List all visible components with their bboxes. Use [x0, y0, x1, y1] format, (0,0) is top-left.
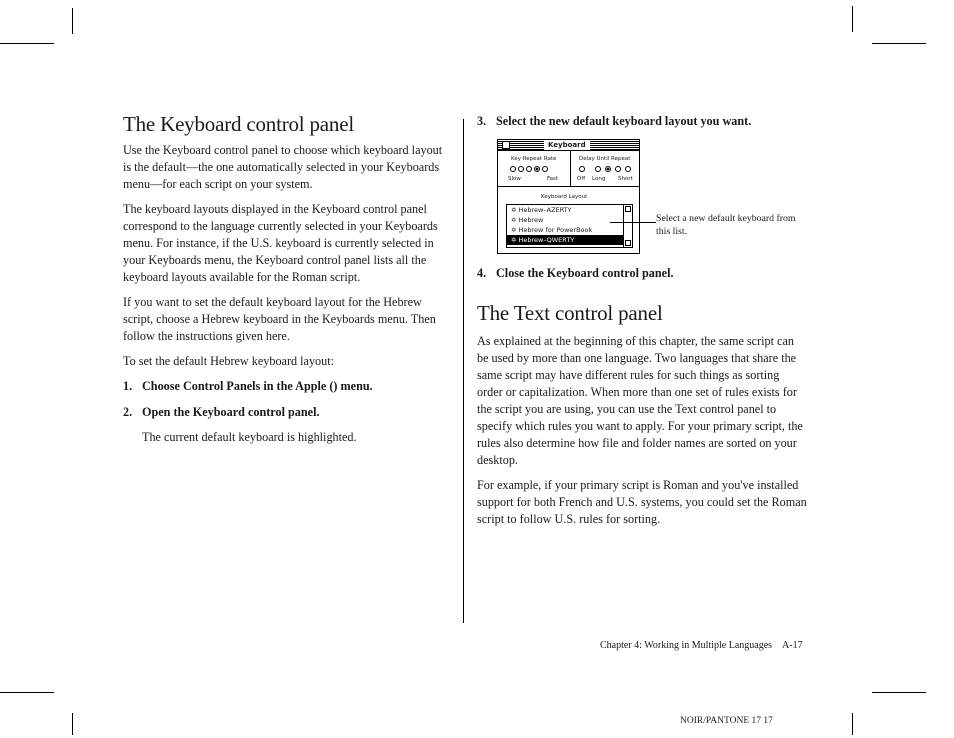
section-heading-keyboard: The Keyboard control panel: [123, 112, 354, 136]
keyboard-layout-label: Hebrew–QWERTY: [518, 236, 575, 244]
step-2: [123, 404, 448, 421]
step-text: Select the new default keyboard layout you want.: [496, 114, 752, 128]
repeat-settings-row: [498, 151, 639, 187]
key-repeat-radio[interactable]: [510, 166, 516, 172]
long-label: Long: [592, 176, 606, 182]
printer-slug: NOIR/PANTONE 17 17: [680, 716, 773, 726]
delay-radio-group: [579, 166, 631, 172]
short-label: Short: [618, 176, 633, 182]
divider: [570, 151, 571, 186]
step-number: 3.: [477, 114, 487, 128]
step-1: [123, 378, 448, 395]
step-number: 4.: [477, 266, 487, 280]
paragraph: Use the Keyboard control panel to choose which keyboard layout is the default—the one automatically selected in your Keyboards menu—for each script on your system.: [123, 143, 443, 191]
step-number: 2.: [123, 405, 133, 419]
paragraph: For example, if your primary script is Roman and you've installed support for both French and U.S. systems, you could set the Roman script to follow U.S. rules for sorting.: [477, 478, 807, 526]
keyboard-layout-icon: ✡: [511, 226, 519, 234]
delay-radio[interactable]: [595, 166, 601, 172]
crop-mark: [72, 8, 73, 34]
chapter-title: Chapter 4: Working in Multiple Languages: [600, 640, 773, 651]
scroll-up-arrow-icon[interactable]: [625, 206, 631, 212]
crop-mark: [852, 6, 853, 32]
callout-line: [610, 222, 656, 223]
paragraph: To set the default Hebrew keyboard layout:: [123, 354, 335, 368]
key-repeat-radio[interactable]: [542, 166, 548, 172]
keyboard-layout-item[interactable]: [507, 215, 632, 225]
keyboard-layout-item[interactable]: [507, 225, 632, 235]
step-number: 1.: [123, 379, 133, 393]
scroll-down-arrow-icon[interactable]: [625, 240, 631, 246]
keyboard-layout-label: Keyboard Layout: [541, 194, 588, 200]
off-label: Off: [577, 176, 586, 182]
keyboard-layout-item[interactable]: [507, 205, 632, 215]
list-scrollbar[interactable]: [623, 205, 632, 247]
right-column-body: [477, 333, 807, 536]
step-3: [477, 113, 807, 130]
crop-mark: [0, 43, 54, 44]
column-divider: [463, 119, 464, 623]
keyboard-layout-list[interactable]: [506, 204, 633, 248]
keyboard-layout-label: Hebrew–AZERTY: [518, 206, 572, 214]
delay-label: Delay Until Repeat: [579, 156, 631, 162]
crop-mark: [852, 713, 853, 735]
keyboard-layout-icon: ✡: [511, 206, 519, 214]
keyboard-layout-icon: ✡: [511, 236, 519, 244]
window-title: Keyboard: [544, 140, 590, 150]
section-heading-text: The Text control panel: [477, 301, 663, 325]
keyboard-layout-item[interactable]: [507, 235, 632, 245]
crop-mark: [0, 692, 54, 693]
crop-mark: [872, 692, 926, 693]
crop-mark: [872, 43, 926, 44]
paragraph: As explained at the beginning of this chapter, the same script can be used by more than one language. Two languages that share the same script may have different rules for such things as sorting order or capitalization. When more than one set of rules exists for the script you are using, you can use the Text control panel to specify which rules you want to apply. For your primary script, the rules also determine how file and folder names are sorted on your desktop.: [477, 334, 803, 467]
window-titlebar: [498, 140, 639, 151]
key-repeat-radio[interactable]: [526, 166, 532, 172]
step-text: Close the Keyboard control panel.: [496, 266, 674, 280]
left-column-body: [123, 142, 448, 454]
delay-radio[interactable]: [615, 166, 621, 172]
figure-caption: Select a new default keyboard from this list.: [656, 213, 796, 237]
slow-label: Slow: [508, 176, 521, 182]
step-text: Open the Keyboard control panel.: [142, 405, 320, 419]
step-2-note: The current default keyboard is highlighted.: [142, 430, 357, 444]
paragraph: If you want to set the default keyboard layout for the Hebrew script, choose a Hebrew keyboard in the Keyboards menu. Then follow the instructions given here.: [123, 295, 436, 343]
delay-radio[interactable]: [625, 166, 631, 172]
delay-radio[interactable]: [605, 166, 611, 172]
keyboard-layout-label: Hebrew: [518, 216, 544, 224]
paragraph: The keyboard layouts displayed in the Keyboard control panel correspond to the language currently selected in your Keyboards menu. For instance, if the U.S. keyboard is currently selected in your Keyboards menu, the Keyboard control panel lists all the keyboard layouts available for the Roman script.: [123, 202, 438, 284]
crop-mark: [72, 713, 73, 735]
key-repeat-radio[interactable]: [534, 166, 540, 172]
page-number: A-17: [782, 640, 803, 651]
keyboard-layout-label: Hebrew for PowerBook: [518, 226, 593, 234]
close-box-icon[interactable]: [502, 141, 510, 149]
running-footer: [600, 640, 803, 651]
step-4: [477, 265, 807, 282]
keyboard-control-panel-window: [497, 139, 640, 254]
delay-radio[interactable]: [579, 166, 585, 172]
fast-label: Fast: [547, 176, 559, 182]
key-repeat-radio-group: [510, 166, 548, 172]
step-text: Choose Control Panels in the Apple (: [142, 379, 334, 393]
step-text: ) menu.: [333, 379, 373, 393]
key-repeat-radio[interactable]: [518, 166, 524, 172]
keyboard-layout-icon: ✡: [511, 216, 519, 224]
key-repeat-label: Key Repeat Rate: [511, 156, 557, 162]
